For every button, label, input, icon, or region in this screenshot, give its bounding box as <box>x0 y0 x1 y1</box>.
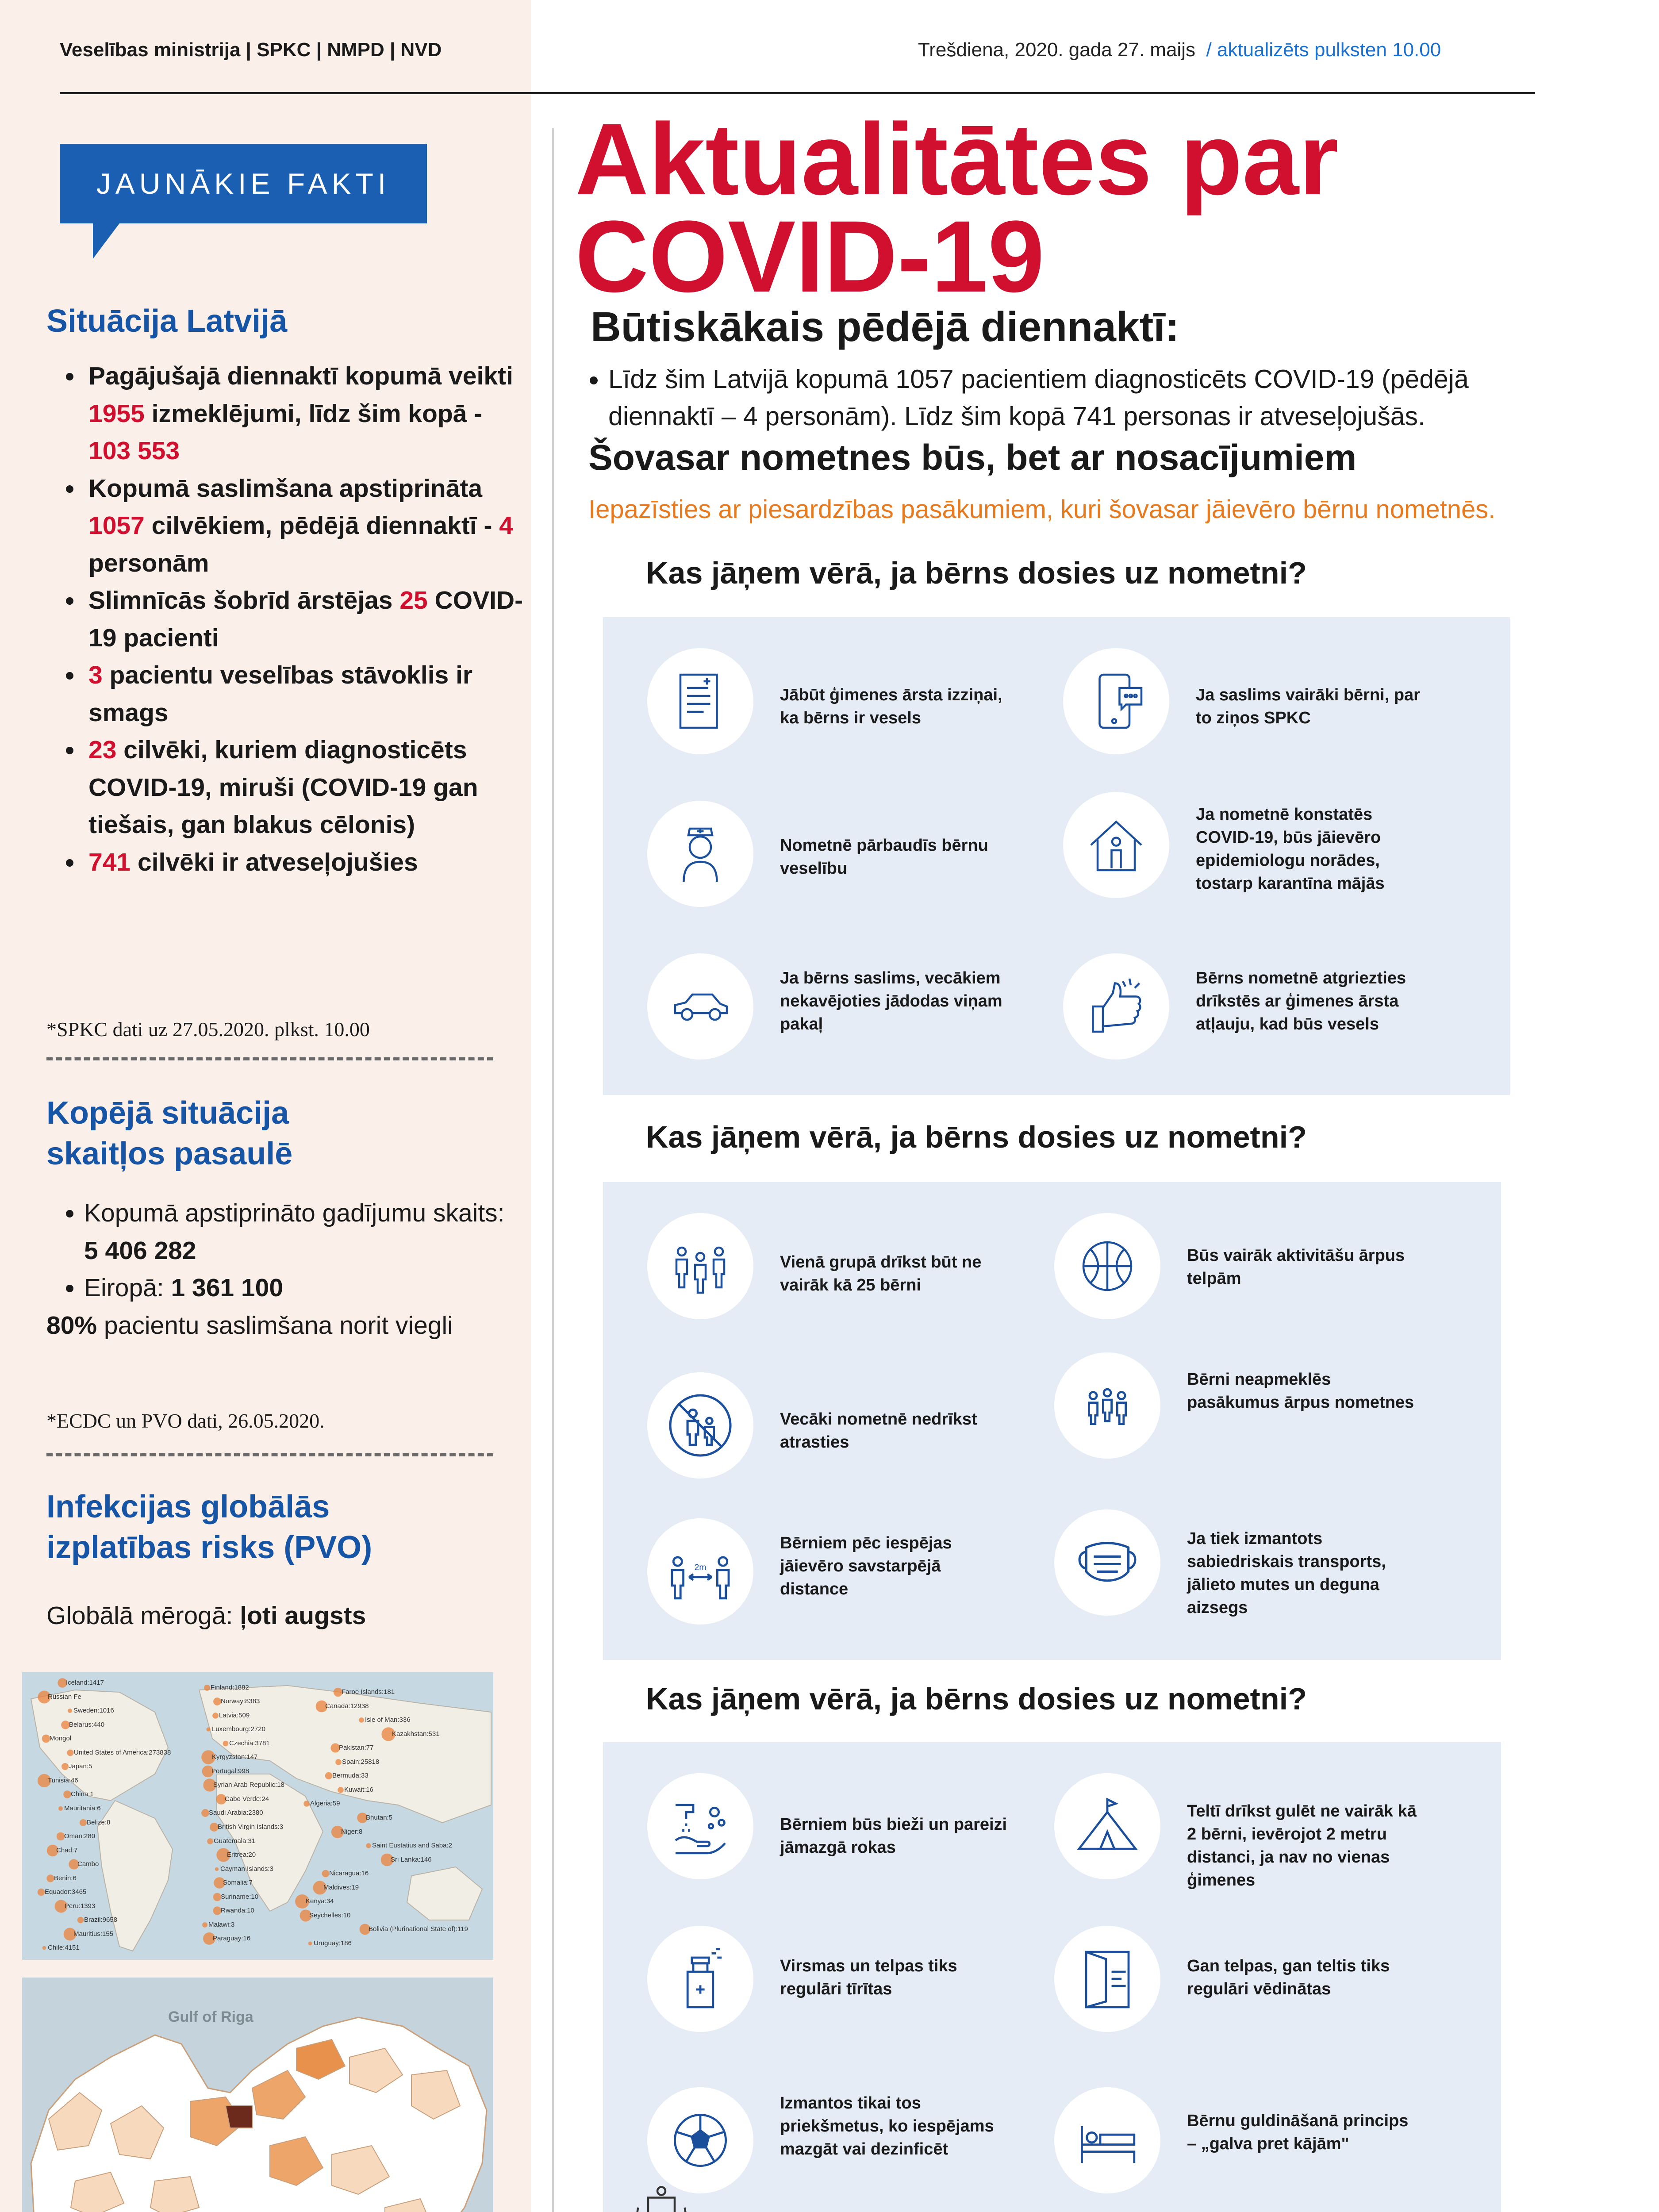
map-label: Algeria:59 <box>310 1800 340 1807</box>
map-label: Latvia:509 <box>219 1712 250 1719</box>
map-label: Mauritania:6 <box>64 1805 101 1812</box>
map-label: Sri Lanka:146 <box>391 1856 432 1863</box>
list-item: • Pagājušajā diennaktī kopumā veikti 1955 izmeklējumi, līdz šim kopā - 103 553 <box>84 357 524 470</box>
map-label: British Virgin Islands:3 <box>218 1823 284 1831</box>
section-3-item-5: Izmantos tikai tos priekšmetus, ko iespējams mazgāt vai dezinficēt <box>780 2094 994 2158</box>
thumbs-up-icon <box>1063 953 1169 1060</box>
group-icon <box>647 1213 753 1319</box>
map-label: Bolivia (Plurinational State of):119 <box>369 1925 468 1933</box>
map-dot <box>207 1838 213 1844</box>
map-dot <box>67 1750 74 1756</box>
section-2-item-2: Būs vairāk aktivitāšu ārpus telpām <box>1187 1246 1405 1288</box>
section-1-panel <box>603 617 1510 1095</box>
map-label: Uruguay:186 <box>314 1939 352 1947</box>
world-facts <box>46 1194 515 1344</box>
map-label: Chile:4151 <box>48 1944 80 1951</box>
section-2-item-4: Bērni neapmeklēs pasākumus ārpus nometnes <box>1187 1370 1414 1412</box>
map-dot <box>63 1790 71 1798</box>
map-dot <box>308 1942 312 1946</box>
map-label: Malawi:3 <box>208 1921 235 1928</box>
map-label: Somalia:7 <box>223 1879 253 1886</box>
car-icon <box>647 953 753 1060</box>
document-icon <box>647 648 753 754</box>
date: Trešdiena, 2020. gada 27. maijs <box>918 39 1195 61</box>
map-label: Sweden:1016 <box>73 1707 114 1714</box>
map-dot <box>61 1720 70 1729</box>
map-label: United States of America:273838 <box>74 1749 171 1756</box>
map-label: Portugal:998 <box>211 1767 250 1775</box>
page-title: Aktualitātes par COVID-19 <box>575 102 1339 313</box>
section-1-item-3: Nometnē pārbaudīs bērnu veselību <box>780 836 988 878</box>
map-label: Mauritius:155 <box>73 1930 114 1938</box>
map-label: Luxembourg:2720 <box>212 1725 265 1733</box>
header-divider <box>60 92 1535 94</box>
map-dot <box>206 1727 210 1731</box>
map-label: Isle of Man:336 <box>365 1716 411 1724</box>
map-label: Guatemala:31 <box>214 1837 256 1845</box>
map-label: Chad:7 <box>56 1847 78 1854</box>
section-2-item-6: Ja tiek izmantots sabiedriskais transports, jālieto mutes un deguna aizsegs <box>1187 1529 1386 1617</box>
section-1-item-4: Ja nometnē konstatēs COVID-19, būs jāievēro epidemiologu norādes, tostarp karantīna mājās <box>1196 805 1385 893</box>
bed-icon <box>1054 2087 1160 2193</box>
map-label: Saint Eustatius and Saba:2 <box>372 1842 452 1849</box>
map-label: Brazil:9658 <box>84 1916 118 1924</box>
handwash-icon <box>647 1773 753 1879</box>
map-dot <box>322 1870 330 1878</box>
section-3-item-3: Virsmas un telpas tiks regulāri tīrītas <box>780 1957 957 1998</box>
map-label: Iceland:1417 <box>66 1679 104 1686</box>
map-dot <box>204 1685 210 1691</box>
map-label: Niger:8 <box>341 1828 363 1836</box>
coat-of-arms-logo <box>628 2181 695 2212</box>
map-dot <box>68 1709 72 1713</box>
section-2-item-3: Vecāki nometnē nedrīkst atrasties <box>780 1410 977 1452</box>
map-label: Rwanda:10 <box>221 1907 254 1914</box>
map-label: Bermuda:33 <box>332 1772 369 1779</box>
tent-icon <box>1054 1773 1160 1879</box>
camp-subheading: Iepazīsties ar piesardzības pasākumiem, kuri šovasar jāievēro bērnu nometnēs. <box>588 495 1496 524</box>
window-icon <box>1054 1926 1160 2032</box>
no-parents-icon <box>647 1372 753 1479</box>
map-label: China:1 <box>71 1790 94 1798</box>
list-item: • Eiropā: 1 361 100 <box>84 1269 515 1307</box>
section-3-item-6: Bērnu guldināšanā princips – „galva pret kājām" <box>1187 2112 1409 2153</box>
map-label: Benin:6 <box>54 1874 77 1882</box>
mild-cases-line: 80% pacientu saslimšana norit viegli <box>46 1311 453 1340</box>
house-icon <box>1063 792 1169 898</box>
map-label: Saudi Arabia:2380 <box>209 1809 263 1816</box>
section-2-item-5: Bērniem pēc iespējas jāievēro savstarpējā distance <box>780 1534 952 1598</box>
map-label: Tunisia:46 <box>48 1777 78 1784</box>
map-dot <box>223 1741 229 1747</box>
world-title: Kopējā situācija skaitļos pasaulē <box>46 1095 293 1171</box>
org-names: Veselības ministrija | SPKC | NMPD | NVD <box>60 39 442 61</box>
map-dot <box>42 1946 46 1950</box>
world-map <box>22 1672 493 1960</box>
map-dot <box>46 1874 54 1882</box>
map-label: Oman:280 <box>64 1832 96 1840</box>
map-label: Bhutan:5 <box>366 1814 393 1821</box>
map-label: Cayman Islands:3 <box>220 1865 274 1873</box>
list-item: • Līdz šim Latvijā kopumā 1057 pacientiem diagnosticēts COVID-19 (pēdējā diennaktī – 4 personām). Līdz šim kopā 741 personas ir atveseļojušās. <box>608 361 1526 435</box>
map-label: Czechia:3781 <box>229 1740 270 1747</box>
map-label: Nicaragua:16 <box>329 1870 369 1877</box>
list-item: • Slimnīcās šobrīd ārstējas 25 COVID-19 pacienti <box>84 582 524 657</box>
dashed-divider <box>46 1057 493 1060</box>
map-label: Seychelles:10 <box>309 1912 351 1919</box>
map-dot <box>201 1809 209 1817</box>
ball-icon <box>1054 1213 1160 1319</box>
section-3-heading: Kas jāņem vērā, ja bērns dosies uz nometni? <box>646 1682 1307 1716</box>
map-dot <box>77 1917 84 1923</box>
list-item: • Kopumā saslimšana apstiprināta 1057 cilvēkiem, pēdējā diennaktī - 4 personām <box>84 470 524 582</box>
map-label: Cabo Verde:24 <box>225 1795 269 1803</box>
updated-time: / aktualizēts pulksten 10.00 <box>1206 39 1441 61</box>
svg-text:2m: 2m <box>694 1563 707 1572</box>
map-label: Kazakhstan:531 <box>392 1730 440 1738</box>
key-summary <box>575 361 1526 435</box>
map-label: Cambo <box>77 1860 99 1868</box>
section-2-panel <box>603 1182 1501 1660</box>
distance-icon <box>647 1518 753 1624</box>
list-item: • Kopumā apstiprināto gadījumu skaits: 5 406 282 <box>84 1194 515 1269</box>
map-dot <box>335 1759 342 1765</box>
spray-bottle-icon <box>647 1926 753 2032</box>
map-dot <box>38 1889 45 1896</box>
map-label: Syrian Arab Republic:18 <box>213 1781 284 1789</box>
map-label: Belarus:440 <box>69 1721 105 1728</box>
map-label: Maldives:19 <box>323 1884 359 1891</box>
map-dot <box>213 1893 222 1901</box>
section-2-item-1: Vienā grupā drīkst būt ne vairāk kā 25 bērni <box>780 1253 982 1294</box>
map-label: Kyrgyzstan:147 <box>212 1753 258 1761</box>
map-label: Pakistan:77 <box>339 1744 374 1751</box>
key-heading: Būtiskākais pēdējā diennaktī: <box>591 303 1179 350</box>
map-label: Kenya:34 <box>306 1897 334 1905</box>
section-1-item-6: Bērns nometnē atgriezties drīkstēs ar ģimenes ārsta atļauju, kad būs vesels <box>1196 969 1406 1033</box>
map-dot <box>325 1772 332 1779</box>
section-3-panel <box>603 1742 1501 2212</box>
map-dot <box>58 1806 63 1811</box>
section-3-item-2: Teltī drīkst gulēt ne vairāk kā 2 bērni, ievērojot 2 metru distanci, ja nav no vienas ģimenes <box>1187 1802 1417 1889</box>
badge-tail <box>93 223 119 259</box>
map-dot <box>212 1713 219 1719</box>
section-1-item-1: Jābūt ģimenes ārsta izziņai, ka bērns ir vesels <box>780 686 1002 727</box>
map-label: Faroe Islands:181 <box>342 1688 395 1696</box>
column-divider <box>552 128 554 2212</box>
map-dot <box>303 1801 309 1806</box>
map-label: Canada:12938 <box>325 1702 369 1710</box>
map-label: Norway:8383 <box>221 1697 260 1705</box>
badge-label: JAUNĀKIE FAKTI <box>96 167 391 200</box>
map-dot <box>80 1819 87 1826</box>
map-label: Russian Fe <box>48 1693 81 1701</box>
dashed-divider <box>46 1453 493 1456</box>
risk-level-line: Globālā mērogā: ļoti augsts <box>46 1601 366 1630</box>
latest-facts-badge <box>60 144 427 223</box>
map-label: Japan:5 <box>69 1763 92 1770</box>
section-1-item-5: Ja bērns saslims, vecākiem nekavējoties jādodas viņam pakaļ <box>780 969 1002 1033</box>
map-dot <box>210 1823 219 1832</box>
section-2-heading: Kas jāņem vērā, ja bērns dosies uz nometni? <box>646 1120 1307 1154</box>
map-dot <box>215 1867 219 1871</box>
date-line <box>918 39 1441 61</box>
map-dot <box>202 1922 207 1928</box>
section-1-heading: Kas jāņem vērā, ja bērns dosies uz nometni? <box>646 556 1307 590</box>
map-dot <box>61 1763 69 1770</box>
map-label: Belize:8 <box>87 1819 111 1826</box>
soccer-ball-icon <box>647 2087 753 2193</box>
section-3-item-4: Gan telpas, gan teltis tiks regulāri vēdinātas <box>1187 1957 1390 1998</box>
map-label: Peru:1393 <box>65 1902 96 1910</box>
phone-icon <box>1063 648 1169 754</box>
map-label: Paraguay:16 <box>213 1935 251 1942</box>
map-label: Eritrea:20 <box>227 1851 256 1859</box>
list-item: • 23 cilvēki, kuriem diagnosticēts COVID-19, miruši (COVID-19 gan tiešais, gan blakus cēlonis) <box>84 731 524 844</box>
map-dot <box>42 1735 50 1743</box>
map-dot <box>213 1697 221 1705</box>
list-item: • 741 cilvēki ir atveseļojušies <box>84 844 524 881</box>
risk-title: Infekcijas globālās izplatības risks (PVO) <box>46 1489 373 1565</box>
list-item: • 3 pacientu veselības stāvoklis ir smags <box>84 657 524 731</box>
map-label: Equador:3465 <box>45 1888 87 1896</box>
map-dot <box>57 1832 65 1841</box>
map-label: Mongol <box>50 1735 72 1742</box>
section-3-item-1: Bērniem būs bieži un pareizi jāmazgā rokas <box>780 1815 1007 1857</box>
map-label: Finland:1882 <box>211 1684 249 1691</box>
map-label: Kuwait:16 <box>344 1786 373 1793</box>
source-note-spkc: *SPKC dati uz 27.05.2020. plkst. 10.00 <box>46 1018 370 1041</box>
source-note-ecdc: *ECDC un PVO dati, 26.05.2020. <box>46 1409 325 1432</box>
section-1-item-2: Ja saslims vairāki bērni, par to ziņos SPKC <box>1196 686 1420 727</box>
mask-icon <box>1054 1509 1160 1616</box>
latvia-map-graphic <box>22 1978 493 2212</box>
map-dot <box>359 1717 364 1723</box>
map-dot <box>338 1787 344 1793</box>
map-label: Spain:25818 <box>342 1758 380 1766</box>
map-label: Suriname:10 <box>221 1893 259 1901</box>
camp-heading: Šovasar nometnes būs, bet ar nosacījumiem <box>588 438 1357 478</box>
latvia-map <box>22 1978 493 2212</box>
map-dot <box>366 1843 371 1848</box>
gulf-of-riga-label: Gulf of Riga <box>168 2008 253 2025</box>
map-dot <box>213 1906 221 1915</box>
crowd-icon <box>1054 1352 1160 1459</box>
latvia-title: Situācija Latvijā <box>46 303 288 339</box>
nurse-icon <box>647 801 753 907</box>
latvia-facts <box>46 357 524 881</box>
